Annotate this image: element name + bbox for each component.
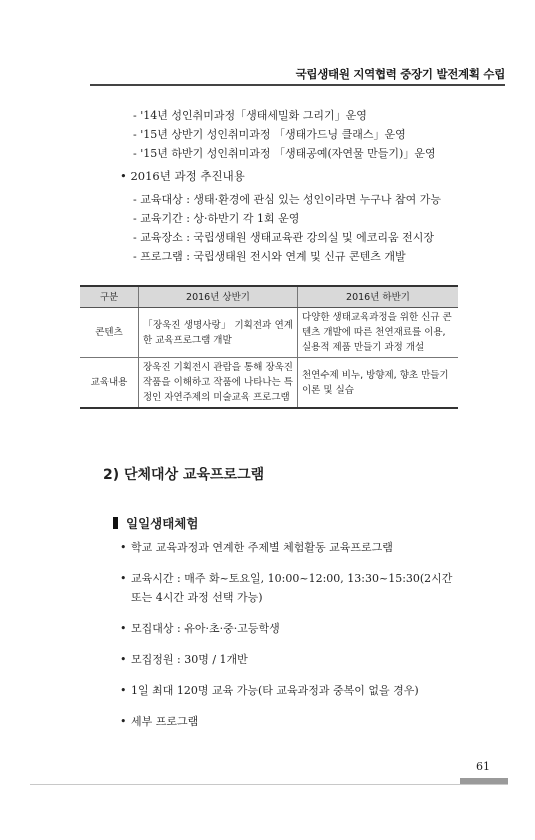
footer-rule bbox=[30, 784, 508, 785]
list-item: • 세부 프로그램 bbox=[120, 712, 465, 731]
section-title: 2) 단체대상 교육프로그램 bbox=[103, 467, 265, 483]
table-cell: 다양한 생태교육과정을 위한 신규 콘텐츠 개발에 따른 천연재료를 이용, 실용적 제품 만들기 과정 개설 bbox=[298, 308, 459, 358]
running-header: 국립생태원 지역협력 중장기 발전계획 수립 bbox=[295, 67, 505, 81]
list-item: • 학교 교육과정과 연계한 주제별 체험활동 교육프로그램 bbox=[120, 538, 465, 557]
column-header: 2016년 하반기 bbox=[298, 286, 459, 308]
plan-heading: • 2016년 과정 추진내용 bbox=[120, 168, 245, 184]
list-item: - 프로그램 : 국립생태원 전시와 연계 및 신규 콘텐츠 개발 bbox=[133, 247, 441, 266]
row-label: 콘텐츠 bbox=[80, 308, 139, 358]
column-header: 구분 bbox=[80, 286, 139, 308]
table-cell: 장욱진 기획전시 관람을 통해 장욱진 작품을 이해하고 작품에 나타나는 특정인 자연주제의 미술교육 프로그램 bbox=[139, 358, 298, 409]
list-item: - '15년 상반기 성인취미과정 「생태가드닝 클래스」운영 bbox=[133, 125, 436, 144]
table-header-row bbox=[80, 286, 458, 308]
list-item: - 교육장소 : 국립생태원 생태교육관 강의실 및 에코리움 전시장 bbox=[133, 228, 441, 247]
table-cell: 「장욱진 생명사랑」 기획전과 연계한 교육프로그램 개발 bbox=[139, 308, 298, 358]
comparison-table bbox=[80, 285, 458, 409]
row-label: 교육내용 bbox=[80, 358, 139, 409]
list-item: - 교육기간 : 상·하반기 각 1회 운영 bbox=[133, 209, 441, 228]
subsection-title bbox=[113, 514, 198, 532]
program-details-list bbox=[120, 538, 465, 743]
header-rule bbox=[90, 84, 505, 86]
table-row bbox=[80, 308, 458, 358]
list-item: • 모집대상 : 유아·초·중·고등학생 bbox=[120, 619, 465, 638]
plan-list bbox=[133, 190, 441, 266]
list-item: - '15년 하반기 성인취미과정 「생태공예(자연물 만들기)」운영 bbox=[133, 144, 436, 163]
list-item: • 1일 최대 120명 교육 가능(타 교육과정과 중복이 없을 경우) bbox=[120, 681, 465, 700]
square-bullet-icon bbox=[113, 517, 118, 529]
list-item: • 모집정원 : 30명 / 1개반 bbox=[120, 650, 465, 669]
list-item: - '14년 성인취미과정「생태세밀화 그리기」운영 bbox=[133, 106, 436, 125]
page-number: 61 bbox=[476, 760, 490, 773]
history-list bbox=[133, 106, 436, 163]
list-item: - 교육대상 : 생태·환경에 관심 있는 성인이라면 누구나 참여 가능 bbox=[133, 190, 441, 209]
subsection-label: 일일생태체험 bbox=[126, 516, 199, 531]
column-header: 2016년 상반기 bbox=[139, 286, 298, 308]
table-cell: 천연수제 비누, 방향제, 향초 만들기 이론 및 실습 bbox=[298, 358, 459, 409]
table-row bbox=[80, 358, 458, 409]
list-item: • 교육시간 : 매주 화~토요일, 10:00~12:00, 13:30~15:30(2시간 또는 4시간 과정 선택 가능) bbox=[120, 569, 465, 607]
